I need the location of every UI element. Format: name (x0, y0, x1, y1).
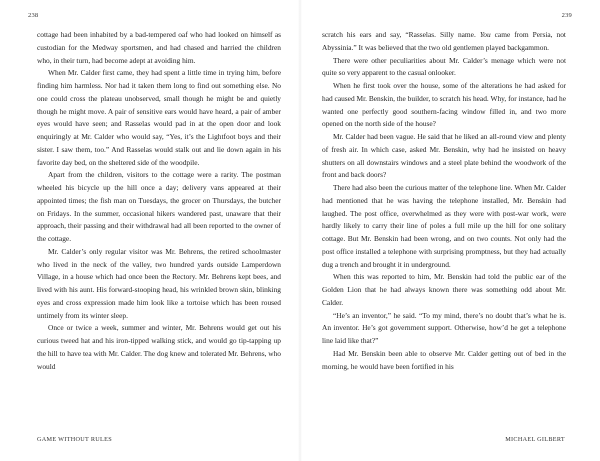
right-page (300, 0, 600, 461)
left-running-footer: GAME WITHOUT RULES (37, 436, 112, 443)
paragraph: Mr. Calder’s only regular visitor was Mr. Behrens, the retired schoolmaster who lived in the neck of the valley, two hundred yards outside Lamperdown Village, in a house which had once been the Rectory. Mr. Behrens kept bees, and lived with his aunt. His forward-stooping head, his wrinkled brown skin, blinking eyes and cross expression made him look like a tortoise which has been roused untimely from its winter sleep. (37, 246, 281, 320)
italic-word: You (479, 30, 491, 39)
paragraph: Had Mr. Benskin been able to observe Mr. Calder getting out of bed in the morning, he would have been fortified in his (322, 348, 566, 371)
paragraph: “He’s an inventor,” he said. “To my mind, there’s no doubt that’s what he is. An inventor. He’s got government support. Otherwise, how’d he get a telephone line laid like that?” (322, 310, 566, 345)
paragraph: Once or twice a week, summer and winter, Mr. Behrens would get out his curious tweed hat and his iron-tipped walking stick, and would go tip-tapping up the hill to have tea with Mr. Calder. The dog knew and tolerated Mr. Behrens, who would (37, 323, 281, 371)
paragraph: When this was reported to him, Mr. Benskin had told the public ear of the Golden Lion that he had always known there was something odd about Mr. Calder. (322, 272, 566, 307)
paragraph: When Mr. Calder first came, they had spent a little time in trying him, before finding him harmless. Nor had it taken them long to find out something else. No one could cross the plateau unobserved, small though he might be and quietly though he might move. A pair of sensitive ears would have heard, a pair of amber eyes would have seen; and Rasselas would pad in at the open door and look enquiringly at Mr. Calder who would say, “Yes, it’s the Lightfoot boys and their sister. I saw them, too.” And Rasselas would stalk out and lie down again in his favorite day bed, on the sheltered side of the woodpile. (37, 68, 281, 167)
right-page-body (322, 29, 566, 373)
paragraph-text: scratch his ears and say, “Rasselas. Silly name. (322, 30, 480, 39)
paragraph: When he first took over the house, some of the alterations he had asked for had caused Mr. Benskin, the builder, to scratch his head. Why, for instance, had he wanted one perfectly good southern-facing window filled in, and two more opened on the north side of the house? (322, 81, 566, 129)
paragraph (322, 29, 566, 55)
paragraph: Apart from the children, visitors to the cottage were a rarity. The postman wheeled his bicycle up the hill once a day; delivery vans appeared at their appointed times; the fish man on Tuesdays, the grocer on Thursdays, the butcher on Fridays. In the summer, occasional hikers wandered past, unaware that their approach, their passing and their withdrawal had all been reported to the owner of the cottage. (37, 170, 281, 243)
paragraph: There had also been the curious matter of the telephone line. When Mr. Calder had mentioned that he was having the telephone installed, Mr. Benskin had laughed. The post office, overwhelmed as they were with post-war work, were hardly likely to carry their line of poles a full mile up the hill for one solitary cottage. But Mr. Benskin had been wrong, and on two counts. Not only had the post office installed a telephone with surprising promptness, but they had actually dug a trench and brought it in underground. (322, 183, 566, 269)
right-page-number: 239 (561, 12, 572, 19)
right-running-footer: MICHAEL GILBERT (505, 436, 565, 443)
paragraph: There were other peculiarities about Mr. Calder’s menage which were not quite so very apparent to the casual onlooker. (322, 55, 566, 78)
paragraph-text: came from Persia, not Abyssinia.” It was believed that the two old gentlemen played backgammon. (322, 30, 566, 52)
left-page-number: 238 (28, 12, 39, 19)
paragraph: cottage had been inhabited by a bad-tempered oaf who had looked on himself as custodian for the Medway sportsmen, and had chased and harried the children who, in their turn, had become adept at avoiding him. (37, 30, 281, 65)
left-page-body (37, 29, 281, 373)
paragraph: Mr. Calder had been vague. He said that he liked an all-round view and plenty of fresh air. In which case, asked Mr. Benskin, why had he insisted on heavy shutters on all downstairs windows and a steel plate behind the woodwork of the front and back doors? (322, 132, 566, 180)
